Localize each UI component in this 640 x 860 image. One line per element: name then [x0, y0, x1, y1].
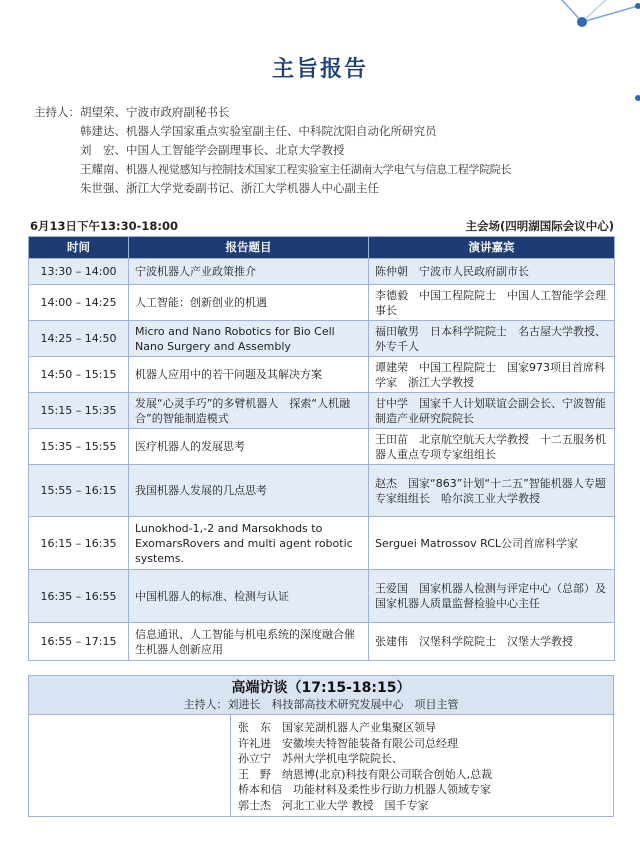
session-date-time: 6月13日下午13:30-18:00: [30, 219, 178, 233]
row-topic: 发展“心灵手巧”的多臂机器人 探索“人机融合”的智能制造模式: [129, 393, 369, 429]
header-time: 时间: [29, 237, 129, 259]
host-row: 王耀南、机器人视觉感知与控制技术国家工程实验室主任湖南大学电气与信息工程学院院长: [80, 162, 512, 176]
host-name: 刘 宏: [80, 143, 115, 157]
guests-divider: [230, 715, 231, 816]
host-row: 朱世强、浙江大学党委副书记、浙江大学机器人中心副主任: [80, 181, 379, 195]
list-item: 张 东 国家芜湖机器人产业集聚区领导: [238, 721, 436, 734]
forum-header: [28, 675, 614, 715]
guest-list: [238, 720, 492, 813]
row-speaker: 甘中学 国家千人计划联谊会副会长、宁波智能制造产业研究院院长: [369, 393, 615, 429]
session-info: [28, 218, 614, 234]
table-row: [29, 393, 615, 429]
table-row: [29, 517, 615, 570]
row-time: 15:55 – 16:15: [29, 465, 129, 517]
table-row: [29, 321, 615, 357]
host-role: 机器人视觉感知与控制技术国家工程实验室主任湖南大学电气与信息工程学院院长: [126, 163, 512, 176]
page-title: 主旨报告: [271, 57, 368, 82]
host-role: 中国人工智能学会副理事长、北京大学教授: [126, 143, 345, 157]
host-role: 宁波市政府副秘书长: [126, 105, 230, 119]
row-speaker: 赵杰 国家“863”计划“十二五”智能机器人专题专家组组长 哈尔滨工业大学教授: [369, 465, 615, 517]
row-topic: 我国机器人发展的几点思考: [129, 465, 369, 517]
row-time: 16:35 – 16:55: [29, 570, 129, 623]
header-topic: 报告题目: [129, 237, 369, 259]
host-row: 主持人：胡望荣、宁波市政府副秘书长: [34, 103, 511, 122]
list-item: 许礼进 安徽埃夫特智能装备有限公司总经理: [238, 736, 458, 750]
host-list: [34, 103, 511, 198]
row-time: 14:50 – 15:15: [29, 357, 129, 393]
host-role: 机器人学国家重点实验室副主任、中科院沈阳自动化所研究员: [126, 124, 437, 138]
table-header-row: [29, 237, 615, 259]
row-topic: 医疗机器人的发展思考: [129, 429, 369, 465]
row-topic: Lunokhod-1,-2 and Marsokhods to ExomarsRovers and multi agent robotic systems.: [129, 517, 369, 570]
host-name: 王耀南: [80, 162, 115, 176]
row-topic: 宁波机器人产业政策推介: [129, 259, 369, 285]
list-item: 郭士杰 河北工业大学 教授 国千专家: [238, 798, 429, 812]
row-time: 16:15 – 16:35: [29, 517, 129, 570]
host-lead: 主持人：: [34, 105, 80, 119]
row-topic: 人工智能：创新创业的机遇: [129, 285, 369, 321]
table-row: [29, 285, 615, 321]
row-topic: 信息通讯、人工智能与机电系统的深度融合催生机器人创新应用: [129, 623, 369, 661]
table-row: [29, 259, 615, 285]
row-time: 15:15 – 15:35: [29, 393, 129, 429]
forum-host: 主持人：刘进长 科技部高技术研究发展中心 项目主管: [183, 698, 459, 711]
row-time: 14:00 – 14:25: [29, 285, 129, 321]
host-name: 胡望荣: [80, 105, 115, 119]
list-item: 桥本和信 功能材料及柔性步行助力机器人领域专家: [238, 783, 491, 796]
row-speaker: 李德毅 中国工程院院士 中国人工智能学会理事长: [369, 285, 615, 321]
row-time: 15:35 – 15:55: [29, 429, 129, 465]
table-row: [29, 357, 615, 393]
forum-title: 高端访谈（17:15-18:15）: [231, 680, 411, 696]
row-speaker: 王田苗 北京航空航天大学教授 十二五服务机器人重点专项专家组组长: [369, 429, 615, 465]
row-speaker: Serguei Matrossov RCL公司首席科学家: [369, 517, 615, 570]
row-speaker: 王爱国 国家机器人检测与评定中心（总部）及国家机器人质量监督检验中心主任: [369, 570, 615, 623]
row-speaker: 陈仲朝 宁波市人民政府副市长: [369, 259, 615, 285]
host-name: 韩建达: [80, 124, 115, 138]
row-speaker: 张建伟 汉堡科学院院士 汉堡大学教授: [369, 623, 615, 661]
table-row: [29, 465, 615, 517]
host-role: 浙江大学党委副书记、浙江大学机器人中心副主任: [126, 181, 379, 195]
row-speaker: 谭建荣 中国工程院院士 国家973项目首席科学家 浙江大学教授: [369, 357, 615, 393]
host-name: 朱世强: [80, 181, 115, 195]
row-topic: Micro and Nano Robotics for Bio Cell Nano Surgery and Assembly: [129, 321, 369, 357]
row-speaker: 福田敏男 日本科学院院士 名古屋大学教授、外专千人: [369, 321, 615, 357]
session-venue: 主会场(四明湖国际会议中心): [465, 219, 614, 233]
row-time: 14:25 – 14:50: [29, 321, 129, 357]
table-row: [29, 429, 615, 465]
header-speaker: 演讲嘉宾: [369, 237, 615, 259]
row-time: 13:30 – 14:00: [29, 259, 129, 285]
row-topic: 机器人应用中的若干问题及其解决方案: [129, 357, 369, 393]
host-row: 韩建达、机器人学国家重点实验室副主任、中科院沈阳自动化所研究员: [80, 124, 437, 138]
schedule-table: [28, 236, 615, 661]
table-row: [29, 623, 615, 661]
row-time: 16:55 – 17:15: [29, 623, 129, 661]
forum-guests: [28, 715, 614, 817]
list-item: 孙立宁 苏州大学机电学院院长、: [238, 752, 403, 765]
host-row: 刘 宏、中国人工智能学会副理事长、北京大学教授: [80, 143, 345, 157]
table-row: [29, 570, 615, 623]
list-item: 王 野 纳恩博(北京)科技有限公司联合创始人,总裁: [238, 767, 493, 781]
row-topic: 中国机器人的标准、检测与认证: [129, 570, 369, 623]
